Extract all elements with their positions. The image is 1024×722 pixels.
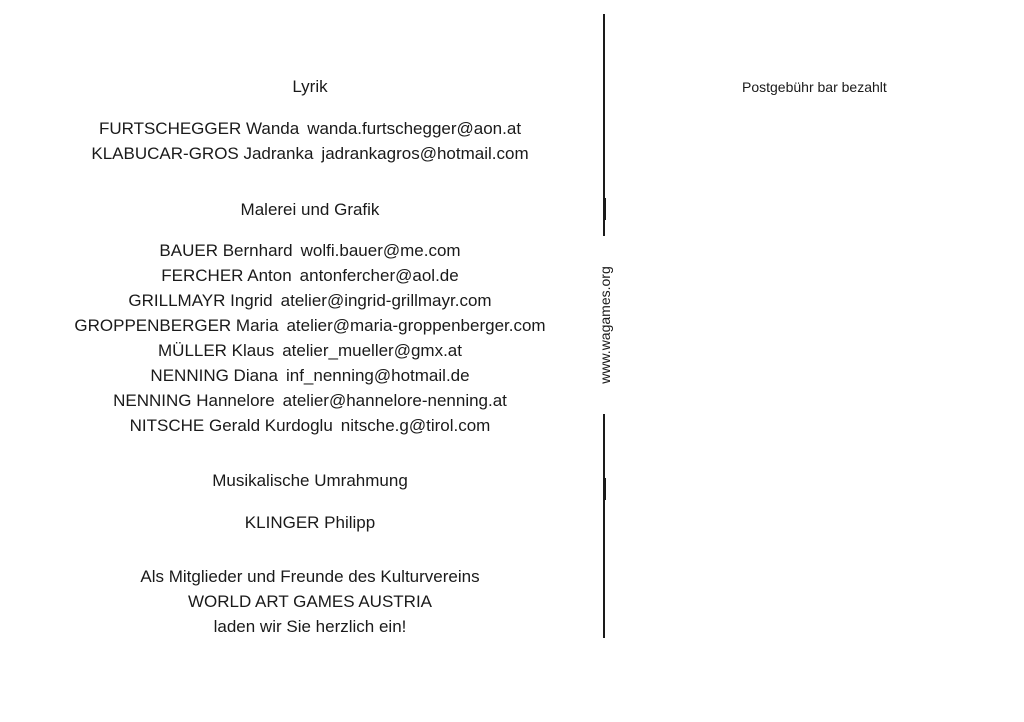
email: atelier_mueller@gmx.at bbox=[282, 341, 462, 360]
divider-tick bbox=[603, 198, 606, 220]
person-name: FURTSCHEGGER Wanda bbox=[98, 119, 300, 138]
list-item bbox=[40, 510, 580, 535]
email: atelier@maria-groppenberger.com bbox=[286, 316, 546, 335]
musik-list bbox=[40, 510, 580, 535]
malerei-list bbox=[40, 238, 580, 438]
person-name: BAUER Bernhard bbox=[159, 241, 293, 260]
person-name: FERCHER Anton bbox=[161, 266, 292, 285]
person-name: KLABUCAR-GROS Jadranka bbox=[91, 144, 314, 163]
person-name: GRILLMAYR Ingrid bbox=[128, 291, 273, 310]
person-name: NENNING Diana bbox=[150, 366, 278, 385]
list-item bbox=[40, 388, 580, 413]
invitation-text bbox=[40, 564, 580, 639]
list-item bbox=[40, 313, 580, 338]
email: wanda.furtschegger@aon.at bbox=[307, 119, 522, 138]
invitation-line: WORLD ART GAMES AUSTRIA bbox=[187, 592, 433, 611]
list-item bbox=[40, 363, 580, 388]
divider-tick bbox=[603, 478, 606, 500]
email: atelier@hannelore-nenning.at bbox=[282, 391, 507, 410]
email: wolfi.bauer@me.com bbox=[300, 241, 461, 260]
invitation-line: laden wir Sie herzlich ein! bbox=[213, 617, 407, 636]
lyrik-list bbox=[40, 116, 580, 166]
email: antonfercher@aol.de bbox=[299, 266, 459, 285]
email: jadrankagros@hotmail.com bbox=[321, 144, 529, 163]
person-name: KLINGER Philipp bbox=[244, 513, 376, 532]
list-item bbox=[40, 413, 580, 438]
list-item bbox=[40, 238, 580, 263]
list-item bbox=[40, 141, 580, 166]
section-title-lyrik: Lyrik bbox=[292, 77, 328, 96]
person-name: NENNING Hannelore bbox=[113, 391, 275, 410]
email: nitsche.g@tirol.com bbox=[340, 416, 491, 435]
postage-notice: Postgebühr bar bezahlt bbox=[742, 79, 887, 95]
divider-line-bottom bbox=[603, 414, 605, 638]
invitation-line: Als Mitglieder und Freunde des Kulturvereins bbox=[140, 567, 480, 586]
list-item bbox=[40, 338, 580, 363]
section-title-malerei: Malerei und Grafik bbox=[240, 200, 380, 219]
list-item bbox=[40, 116, 580, 141]
person-name: GROPPENBERGER Maria bbox=[74, 316, 279, 335]
person-name: NITSCHE Gerald Kurdoglu bbox=[129, 416, 333, 435]
section-title-musik: Musikalische Umrahmung bbox=[212, 471, 408, 490]
email: atelier@ingrid-grillmayr.com bbox=[280, 291, 492, 310]
person-name: MÜLLER Klaus bbox=[158, 341, 275, 360]
website-url: www.wagames.org bbox=[597, 266, 613, 384]
email: inf_nenning@hotmail.de bbox=[285, 366, 470, 385]
list-item bbox=[40, 263, 580, 288]
list-item bbox=[40, 288, 580, 313]
